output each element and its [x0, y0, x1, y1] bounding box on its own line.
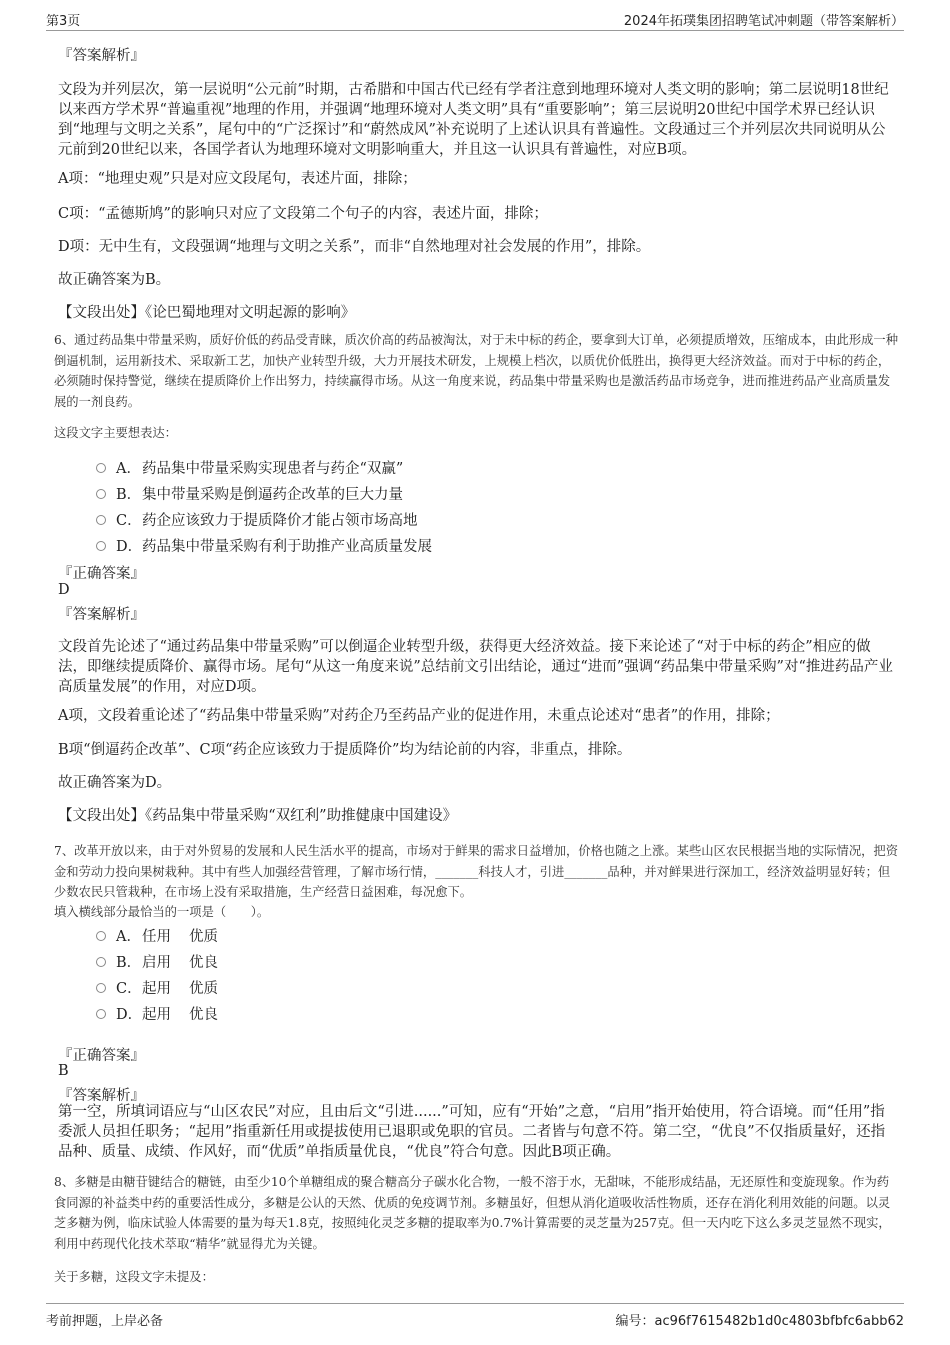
option-text: 集中带量采购是倒逼药企改革的巨大力量 — [142, 487, 403, 503]
q6-option-d[interactable] — [96, 535, 432, 556]
q6-source: 【文段出处】《药品集中带量采购“双红利”助推健康中国建设》 — [58, 808, 458, 824]
q6-conclusion: 故正确答案为D。 — [58, 775, 172, 791]
q5-source: 【文段出处】《论巴蜀地理对文明起源的影响》 — [58, 305, 356, 321]
q8-question: 关于多糖，这段文字未提及： — [54, 1270, 214, 1284]
footer-slogan: 考前押题，上岸必备 — [46, 1314, 164, 1329]
q6-answer-label: 『正确答案』 — [58, 566, 145, 582]
option-word-2: 优质 — [189, 981, 218, 997]
radio-button[interactable] — [96, 463, 106, 473]
q6-analysis-option-a: A项，文段着重论述了“药品集中带量采购”对药企乃至药品产业的促进作用，未重点论述对“患者”的作用，排除； — [58, 708, 780, 724]
option-word-1: 任用 — [142, 929, 171, 945]
document-title: 2024年拓璞集团招聘笔试冲刺题（带答案解析） — [623, 14, 904, 29]
option-word-1: 起用 — [142, 1007, 171, 1023]
option-letter: A． — [116, 929, 141, 945]
q7-answer: B — [58, 1063, 69, 1079]
q6-answer: D — [58, 582, 70, 598]
option-letter: B． — [116, 487, 142, 503]
option-word-2: 优质 — [189, 929, 218, 945]
option-word-1: 起用 — [142, 981, 171, 997]
option-word-2: 优良 — [189, 955, 218, 971]
q7-stem: 7、改革开放以来，由于对外贸易的发展和人民生活水平的提高，市场对于鲜果的需求日益增加，价格也随之上涨。某些山区农民根据当地的实际情况，把资金和劳动力投向果树栽种。其中有些人加强经营管理，了解市场行情，_______科技人才，引进_______品种，并对鲜果进行深加工，经济效益明显好转；但少数农民只管栽种，在市场上没有采取措施，生产经营日益困难，每况愈下。 — [54, 844, 899, 899]
q7-analysis-label: 『答案解析』 — [58, 1088, 145, 1104]
option-word-1: 启用 — [142, 955, 171, 971]
q7-option-c[interactable] — [96, 977, 218, 998]
q7-option-a[interactable] — [96, 925, 218, 946]
page-footer — [46, 1303, 904, 1329]
q7-option-d[interactable] — [96, 1003, 218, 1024]
q5-conclusion: 故正确答案为B。 — [58, 272, 171, 288]
radio-button[interactable] — [96, 931, 106, 941]
q7-option-b[interactable] — [96, 951, 218, 972]
q5-analysis-option-d: D项：无中生有，文段强调“地理与文明之关系”，而非“自然地理对社会发展的作用”，排除。 — [58, 239, 651, 255]
q6-analysis-paragraph: 文段首先论述了“通过药品集中带量采购”可以倒逼企业转型升级，获得更大经济效益。接下来论述了“对于中标的药企”相应的做法，即继续提质降价、赢得市场。尾句“从这一角度来说”总结前文引出结论，通过“进而”强调“药品集中带量采购”对“推进药品产业高质量发展”的作用，对应D项。 — [58, 639, 893, 695]
q5-analysis-paragraph: 文段为并列层次，第一层说明“公元前”时期，古希腊和中国古代已经有学者注意到地理环境对人类文明的影响；第二层说明18世纪以来西方学术界“普遍重视”地理的作用，并强调“地理环境对人类文明”具有“重要影响”；第三层说明20世纪中国学术界已经认识到“地理与文明之关系”，尾句中的“广泛探讨”和“蔚然成风”补充说明了上述认识具有普遍性。文段通过三个并列层次共同说明从公元前到20世纪以来，各国学者认为地理环境对文明影响重大，并且这一认识具有普遍性，对应B项。 — [58, 82, 889, 158]
q7-answer-label: 『正确答案』 — [58, 1048, 145, 1064]
radio-button[interactable] — [96, 515, 106, 525]
option-letter: C． — [116, 513, 142, 529]
page-number: 第3页 — [46, 14, 81, 29]
option-letter: D． — [116, 539, 143, 555]
q6-option-a[interactable] — [96, 457, 403, 478]
option-letter: C． — [116, 981, 142, 997]
q6-analysis-label: 『答案解析』 — [58, 607, 145, 623]
page-header — [46, 8, 904, 31]
option-letter: A． — [116, 461, 141, 477]
document-code: 编号：ac96f7615482b1d0c4803bfbfc6abb62 — [615, 1314, 904, 1329]
option-text: 药企应该致力于提质降价才能占领市场高地 — [142, 513, 418, 529]
q5-analysis-option-c: C项：“孟德斯鸠”的影响只对应了文段第二个句子的内容，表述片面，排除； — [58, 206, 548, 222]
q5-analysis-label: 『答案解析』 — [58, 48, 145, 64]
radio-button[interactable] — [96, 957, 106, 967]
q7-question: 填入横线部分最恰当的一项是（ ）。 — [54, 905, 270, 919]
option-text: 药品集中带量采购有利于助推产业高质量发展 — [142, 539, 432, 555]
radio-button[interactable] — [96, 541, 106, 551]
radio-button[interactable] — [96, 1009, 106, 1019]
q6-analysis-option-bc: B项“倒逼药企改革”、C项“药企应该致力于提质降价”均为结论前的内容，非重点，排除。 — [58, 742, 632, 758]
q6-question: 这段文字主要想表达： — [54, 426, 177, 440]
q7-analysis-paragraph: 第一空，所填词语应与“山区农民”对应，且由后文“引进......”可知，应有“开始”之意，“启用”指开始使用，符合语境。而“任用”指委派人员担任职务；“起用”指重新任用或提拔使用已退职或免职的官员。二者皆与句意不符。第二空，“优良”不仅指质量好，还指品种、质量、成绩、作风好，而“优质”单指质量优良，“优良”符合句意。因此B项正确。 — [58, 1104, 886, 1160]
radio-button[interactable] — [96, 983, 106, 993]
q5-analysis-option-a: A项：“地理史观”只是对应文段尾句，表述片面，排除； — [58, 171, 417, 187]
q8-stem: 8、多糖是由糖苷键结合的糖链，由至少10个单糖组成的聚合糖高分子碳水化合物，一般不溶于水，无甜味，不能形成结晶，无还原性和变旋现象。作为药食同源的补益类中药的重要活性成分，多糖是公认的天然、优质的免疫调节剂。多糖虽好，但想从消化道吸收活性物质，还存在消化利用效能的问题。以灵芝多糖为例，临床试验人体需要的量为每天1.8克，按照纯化灵芝多糖的提取率为0.7%计算需要的灵芝量为257克。但一天内吃下这么多灵芝显然不现实，利用中药现代化技术萃取“精华”就显得尤为关键。 — [54, 1175, 891, 1251]
q6-stem: 6、通过药品集中带量采购，质好价低的药品受青睐，质次价高的药品被淘汰，对于未中标的药企，要拿到大订单，必须提质增效，压缩成本，由此形成一种倒逼机制，运用新技术、采取新工艺，加快产业转型升级，大力开展技术研发，上规模上档次，以质优价低胜出，换得更大经济效益。而对于中标的药企，必须随时保持警觉，继续在提质降价上作出努力，持续赢得市场。从这一角度来说，药品集中带量采购也是激活药品市场竞争，进而推进药品产业高质量发展的一剂良药。 — [54, 333, 899, 409]
option-letter: D． — [116, 1007, 143, 1023]
q6-option-b[interactable] — [96, 483, 403, 504]
option-text: 药品集中带量采购实现患者与药企“双赢” — [142, 461, 404, 477]
option-word-2: 优良 — [189, 1007, 218, 1023]
q6-option-c[interactable] — [96, 509, 418, 530]
radio-button[interactable] — [96, 489, 106, 499]
option-letter: B． — [116, 955, 142, 971]
